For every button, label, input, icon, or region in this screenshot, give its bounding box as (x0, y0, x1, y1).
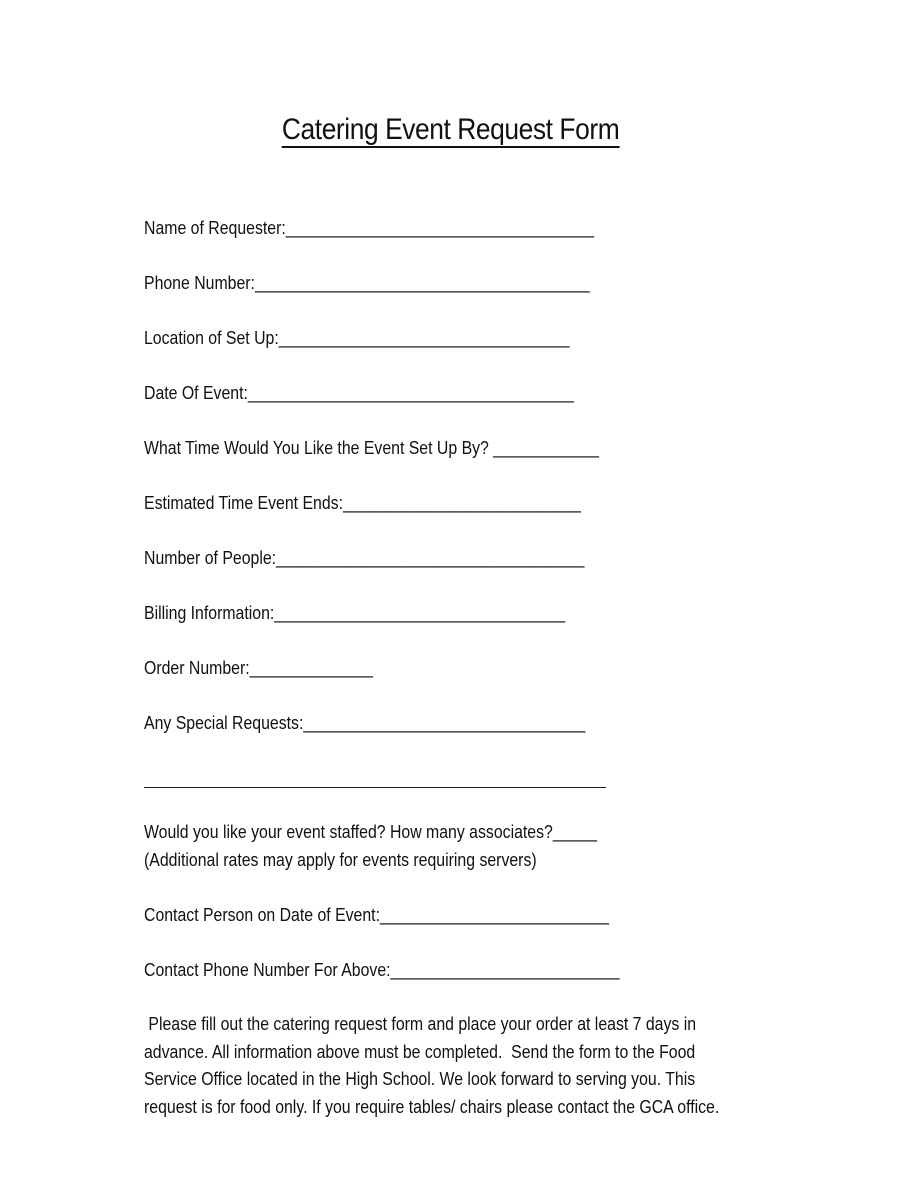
special-requests-extra-line[interactable] (144, 787, 606, 788)
field-phone-number[interactable]: Phone Number:______________________________________ (144, 273, 590, 293)
form-title: Catering Event Request Form (281, 113, 620, 146)
field-special-requests[interactable]: Any Special Requests:________________________________ (144, 713, 586, 733)
field-contact-phone[interactable]: Contact Phone Number For Above:__________________________ (144, 960, 620, 980)
staffed-rates-note: (Additional rates may apply for events requiring servers) (144, 850, 537, 870)
instructions-line: Service Office located in the High School. We look forward to serving you. This (144, 1069, 696, 1089)
field-billing-information[interactable]: Billing Information:_________________________________ (144, 603, 566, 623)
instructions-paragraph (144, 1011, 719, 1121)
instructions-line: Please fill out the catering request form and place your order at least 7 days in (144, 1014, 697, 1034)
field-contact-person[interactable]: Contact Person on Date of Event:__________________________ (144, 905, 610, 925)
field-location-of-set-up[interactable]: Location of Set Up:_________________________________ (144, 328, 570, 348)
field-number-of-people[interactable]: Number of People:___________________________________ (144, 548, 585, 568)
field-set-up-time[interactable]: What Time Would You Like the Event Set Up By? ____________ (144, 438, 599, 458)
instructions-line: advance. All information above must be completed. Send the form to the Food (144, 1041, 696, 1062)
field-order-number[interactable]: Order Number:______________ (144, 658, 373, 678)
field-date-of-event[interactable]: Date Of Event:_____________________________________ (144, 383, 574, 403)
field-estimated-end-time[interactable]: Estimated Time Event Ends:___________________________ (144, 493, 581, 513)
field-staffed-associates[interactable]: Would you like your event staffed? How many associates?_____ (144, 822, 597, 842)
field-name-of-requester[interactable]: Name of Requester:___________________________________ (144, 218, 595, 238)
instructions-line: request is for food only. If you require tables/ chairs please contact the GCA office. (144, 1096, 720, 1117)
